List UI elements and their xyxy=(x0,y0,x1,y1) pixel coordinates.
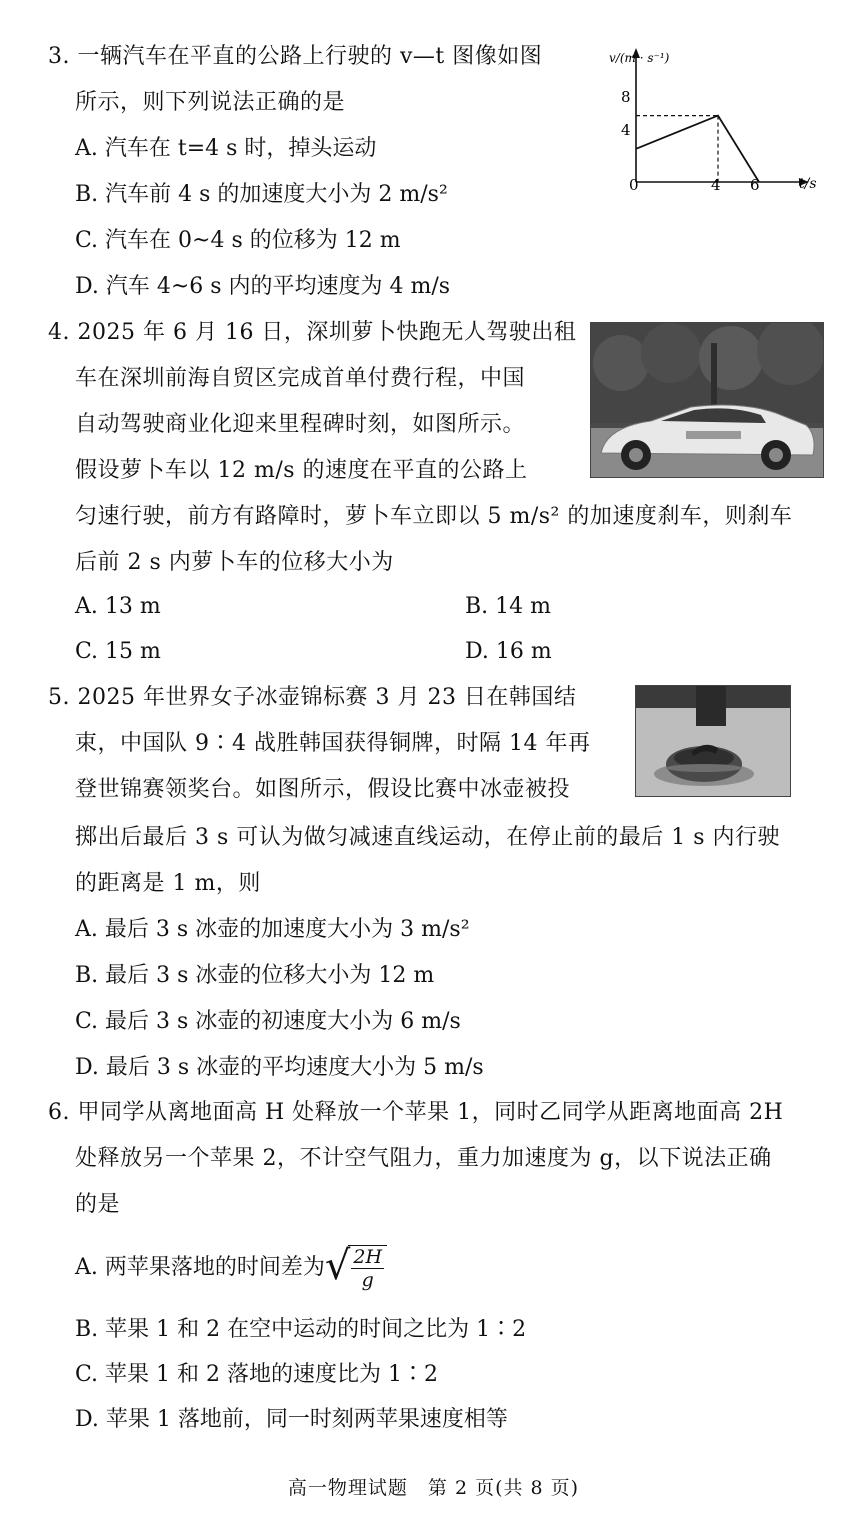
q3-option-c: C. 汽车在 0~4 s 的位移为 12 m xyxy=(75,228,401,253)
q6-stem-line2: 处释放另一个苹果 2，不计空气阻力，重力加速度为 g，以下说法正确 xyxy=(75,1146,772,1171)
fraction-numerator: 2H xyxy=(353,1246,383,1268)
q4-stem-line5: 匀速行驶，前方有路障时，萝卜车立即以 5 m/s² 的加速度刹车，则刹车 xyxy=(75,504,793,529)
q3-stem-line2: 所示，则下列说法正确的是 xyxy=(75,90,346,115)
y-axis-label: v/(m · s⁻¹) xyxy=(609,51,670,65)
q4-stem-line3: 自动驾驶商业化迎来里程碑时刻，如图所示。 xyxy=(75,412,526,437)
y-tick-label-4: 4 xyxy=(621,121,631,139)
q6-option-b: B. 苹果 1 和 2 在空中运动的时间之比为 1∶2 xyxy=(75,1317,527,1342)
x-tick-label-4: 4 xyxy=(711,176,721,194)
q5-option-b: B. 最后 3 s 冰壶的位移大小为 12 m xyxy=(75,963,435,988)
q3-stem-line1: 3. 一辆汽车在平直的公路上行驶的 v—t 图像如图 xyxy=(48,44,543,69)
sqrt-icon: √ xyxy=(324,1243,351,1289)
q4-stem-line1: 4. 2025 年 6 月 16 日，深圳萝卜快跑无人驾驶出租 xyxy=(48,320,577,345)
q5-option-d: D. 最后 3 s 冰壶的平均速度大小为 5 m/s xyxy=(75,1055,484,1080)
y-tick-label-8: 8 xyxy=(621,88,631,106)
page-footer: 高一物理试题 第 2 页(共 8 页) xyxy=(287,1477,580,1499)
q6-option-c: C. 苹果 1 和 2 落地的速度比为 1∶2 xyxy=(75,1362,438,1387)
q3-option-d: D. 汽车 4~6 s 内的平均速度为 4 m/s xyxy=(75,274,451,299)
q4-option-a: A. 13 m xyxy=(75,594,161,619)
fraction-denominator: g xyxy=(361,1269,374,1291)
vt-chart xyxy=(605,40,835,200)
q5-option-c: C. 最后 3 s 冰壶的初速度大小为 6 m/s xyxy=(75,1009,461,1034)
q4-option-d: D. 16 m xyxy=(465,639,552,664)
x-axis-label: t/s xyxy=(799,176,817,192)
q3-option-a: A. 汽车在 t=4 s 时，掉头运动 xyxy=(75,136,377,161)
curling-stone-image xyxy=(636,686,790,796)
velocity-line xyxy=(636,116,759,182)
q6-option-d: D. 苹果 1 落地前，同一时刻两苹果速度相等 xyxy=(75,1407,508,1432)
q4-stem-line2: 车在深圳前海自贸区完成首单付费行程，中国 xyxy=(75,366,526,391)
q5-stem-line5: 的距离是 1 m，则 xyxy=(75,871,261,896)
robotaxi-car-image xyxy=(591,323,823,477)
q6-option-a xyxy=(75,1245,387,1291)
q5-stem-line1: 5. 2025 年世界女子冰壶锦标赛 3 月 23 日在韩国结 xyxy=(48,685,577,710)
x-tick-label-0: 0 xyxy=(629,176,639,194)
q4-option-b: B. 14 m xyxy=(465,594,552,619)
sqrt-radicand xyxy=(348,1245,387,1291)
q3-option-b: B. 汽车前 4 s 的加速度大小为 2 m/s² xyxy=(75,182,448,207)
q6-option-a-text: A. 两苹果落地的时间差为 xyxy=(75,1255,325,1280)
curling-stone-photo xyxy=(635,685,791,797)
robotaxi-photo xyxy=(590,322,824,478)
q6-stem-line3: 的是 xyxy=(75,1192,121,1217)
q5-stem-line3: 登世锦赛领奖台。如图所示，假设比赛中冰壶被投 xyxy=(75,777,571,802)
q4-option-c: C. 15 m xyxy=(75,639,161,664)
q6-stem-line1: 6. 甲同学从离地面高 H 处释放一个苹果 1，同时乙同学从距离地面高 2H xyxy=(48,1100,784,1125)
x-tick-label-6: 6 xyxy=(750,176,760,194)
q5-stem-line2: 束，中国队 9∶4 战胜韩国获得铜牌，时隔 14 年再 xyxy=(75,731,591,756)
q5-stem-line4: 掷出后最后 3 s 可认为做匀减速直线运动，在停止前的最后 1 s 内行驶 xyxy=(75,825,781,850)
q4-stem-line4: 假设萝卜车以 12 m/s 的速度在平直的公路上 xyxy=(75,458,528,483)
q5-option-a: A. 最后 3 s 冰壶的加速度大小为 3 m/s² xyxy=(75,917,470,942)
sqrt-fraction xyxy=(325,1245,387,1291)
q4-stem-line6: 后前 2 s 内萝卜车的位移大小为 xyxy=(75,550,394,575)
